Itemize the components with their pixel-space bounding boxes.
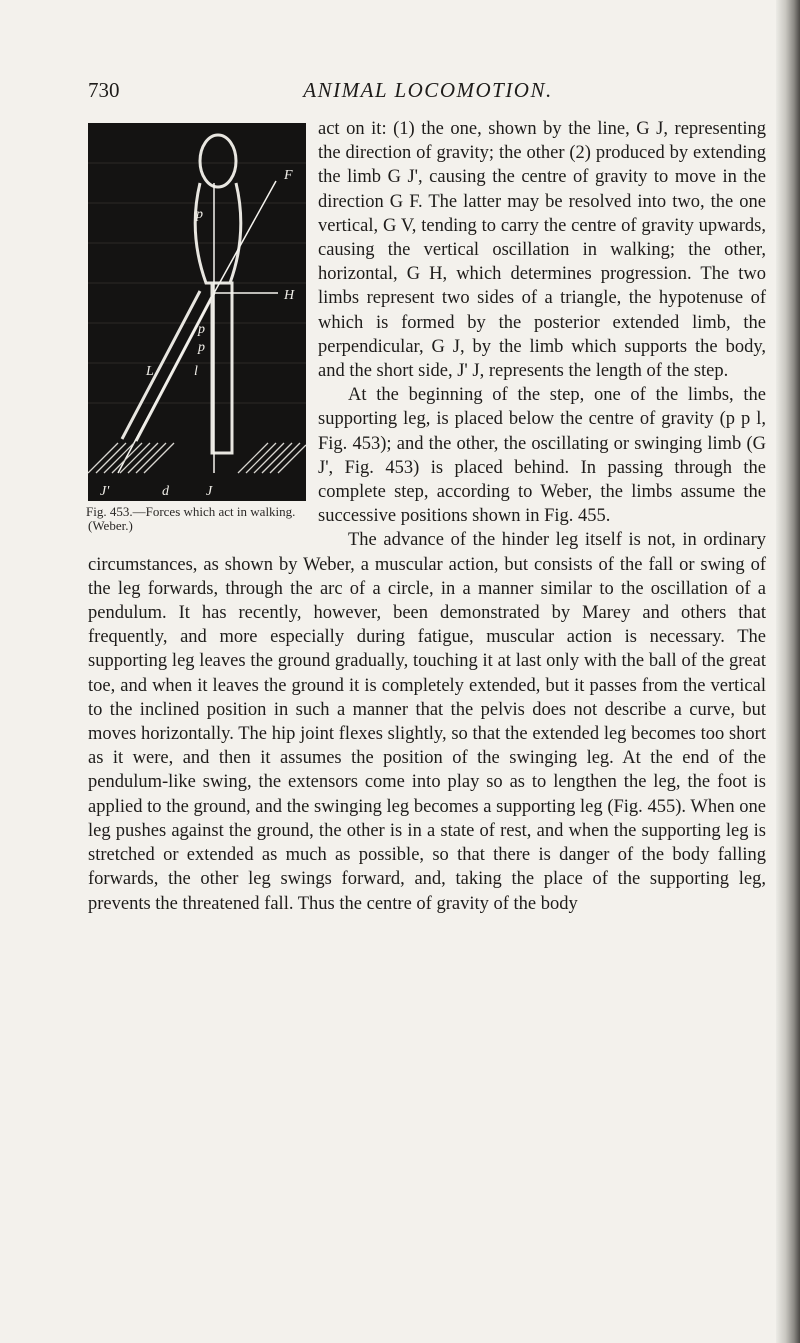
paragraph-1: act on it: (1) the one, shown by the line, G J, representing the direction of gravity; the other (2) produced by extending the limb G J', causing the centre of gravity to move in the direction G F. The latter may be resolved into two, the one vertical, G V, tending to carry the centre of gravity upwards, causing the vertical oscillation in walking; the other, horizontal, G H, which determines progression. The two limbs represent two sides of a triangle, the hypotenuse of which is formed by the posterior extended limb, the perpendicular, G J, by the limb which supports the body, and the short side, J' J, represents the length of the step.	[318, 119, 766, 382]
page-number: 730	[88, 78, 120, 102]
figure-caption: Fig. 453.—Forces which act in walking. (Weber.)	[86, 504, 296, 533]
label-L: L	[146, 364, 154, 379]
label-p2: p	[198, 322, 205, 337]
label-J: J	[206, 484, 213, 499]
label-l: l	[194, 364, 198, 379]
label-d: d	[162, 484, 169, 499]
page-header	[88, 78, 768, 106]
paragraph-3: The advance of the hinder leg itself is not, in ordinary circumstances, as shown by Weber, a muscular action, but consists of the fall or swing of the leg forwards, through the arc of a circle, in a manner similar to the oscillation of a pendulum. It has recently, however, been demonstrated by Marey and others that frequently, and more especially during fatigue, muscular action is necessary. The supporting leg leaves the ground gradually, touching it at last only with the ball of the great toe, and when it leaves the ground it is completely extended, but it passes from the vertical to the inclined position in such a manner that the pelvis does not describe a curve, but moves horizontally. The hip joint flexes slightly, so that the extended leg becomes too short as it were, and then it assumes the position of the swinging leg. At the end of the pendulum-like swing, the extensors come into play so as to lengthen the leg, the foot is applied to the ground, and the swinging leg becomes a supporting leg (Fig. 455). When one leg pushes against the ground, the other is in a state of rest, and when the supporting leg is stretched or extended as much as possible, so that there is danger of the body falling forwards, the other leg swings forward, and, taking the place of the supporting leg, prevents the threatened fall. Thus the centre of gravity of the body	[88, 530, 766, 914]
label-H: H	[284, 288, 295, 303]
label-p3: p	[198, 340, 205, 355]
running-title: ANIMAL LOCOMOTION.	[303, 78, 553, 102]
body-text	[88, 117, 766, 916]
label-J-prime: J'	[100, 484, 110, 499]
paragraph-2: At the beginning of the step, one of the limbs, the supporting leg, is placed below the centre of gravity (p p l, Fig. 453); and the other, the oscillating or swinging limb (G J', Fig. 453) is placed behind. In passing through the complete step, according to Weber, the limbs assume the successive positions shown in Fig. 455.	[318, 385, 766, 527]
label-p1: p	[196, 207, 203, 222]
label-F: F	[284, 168, 293, 183]
page-edge-shadow	[776, 0, 800, 1343]
figure-453	[88, 123, 306, 537]
forces-diagram	[88, 123, 306, 501]
